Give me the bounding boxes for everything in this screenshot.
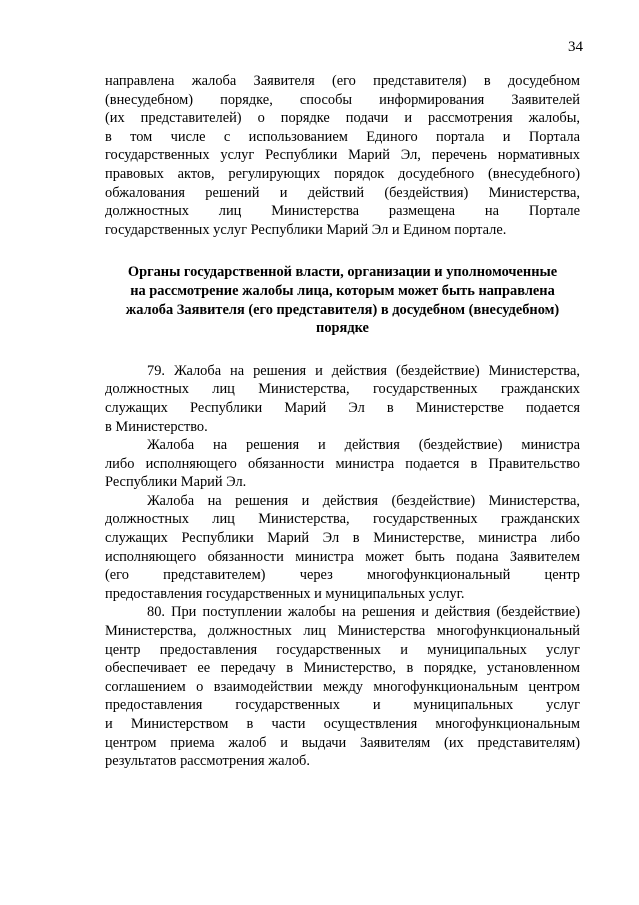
text-line: служащих Республики Марий Эл в Министерстве, министра либо: [105, 530, 580, 547]
text-line: правовых актов, регулирующих порядок досудебного (внесудебного): [105, 165, 580, 182]
paragraph-79: [105, 362, 580, 436]
text-line: в Министерство.: [105, 418, 208, 435]
text-line: результатов рассмотрения жалоб.: [105, 753, 310, 770]
text-line: центр предоставления государственных и муниципальных услуг: [105, 641, 580, 658]
text-line: Министерства, должностных лиц Министерства многофункциональный: [105, 623, 580, 640]
text-line: предоставления государственных и муниципальных услуг: [105, 697, 580, 714]
section-heading: [105, 263, 580, 337]
text-line: Республики Марий Эл.: [105, 474, 247, 491]
document-body: [105, 72, 580, 771]
text-line: в том числе с использованием Единого портала и Портала: [105, 128, 580, 145]
text-line: обжалования решений и действий (бездействия) Министерства,: [105, 184, 580, 201]
text-line: служащих Республики Марий Эл в Министерстве подается: [105, 399, 580, 416]
text-line: предоставления государственных и муниципальных услуг.: [105, 585, 465, 602]
text-line: 79. Жалоба на решения и действия (бездействие) Министерства,: [147, 362, 580, 379]
heading-line: Органы государственной власти, организации и уполномоченные: [127, 264, 558, 281]
text-line: должностных лиц Министерства размещена на Портале: [105, 203, 580, 220]
text-line: государственных услуг Республики Марий Эл и Едином портале.: [105, 221, 507, 238]
text-line: либо исполняющего обязанности министра подается в Правительство: [105, 455, 580, 472]
text-line: и Министерством в части осуществления многофункциональным: [105, 716, 580, 732]
intro-paragraph: [105, 72, 580, 239]
text-line: (внесудебном) порядке, способы информирования Заявителей: [105, 91, 580, 108]
page-number: 34: [568, 39, 583, 55]
text-line: (их представителей) о порядке подачи и рассмотрения жалобы,: [105, 110, 580, 127]
text-line: государственных услуг Республики Марий Эл, перечень нормативных: [105, 147, 580, 164]
heading-line: на рассмотрение жалобы лица, которым может быть направлена: [130, 282, 555, 299]
text-line: Жалоба на решения и действия (бездействие) Министерства,: [147, 492, 580, 509]
text-line: (его представителем) через многофункциональный центр: [105, 567, 580, 584]
heading-line: жалоба Заявителя (его представителя) в досудебном (внесудебном): [125, 301, 560, 318]
text-line: обеспечивает ее передачу в Министерство, в порядке, установленном: [105, 660, 580, 677]
paragraph-80: [105, 603, 580, 770]
text-line: должностных лиц Министерства, государственных гражданских: [105, 511, 580, 528]
heading-line: порядке: [316, 320, 369, 337]
text-line: 80. При поступлении жалобы на решения и действия (бездействие): [147, 604, 580, 621]
text-line: должностных лиц Министерства, государственных гражданских: [105, 381, 580, 398]
text-line: Жалоба на решения и действия (бездействие) министра: [147, 437, 580, 454]
text-line: направлена жалоба Заявителя (его представителя) в досудебном: [105, 73, 580, 89]
paragraph-minister-complaint: [105, 436, 580, 492]
text-line: центром приема жалоб и выдачи Заявителям (их представителям): [105, 734, 580, 751]
text-line: исполняющего обязанности министра может быть подана Заявителем: [105, 548, 580, 565]
text-line: соглашением о взаимодействии между многофункциональным центром: [105, 678, 580, 695]
paragraph-mfc-submission: [105, 492, 580, 604]
